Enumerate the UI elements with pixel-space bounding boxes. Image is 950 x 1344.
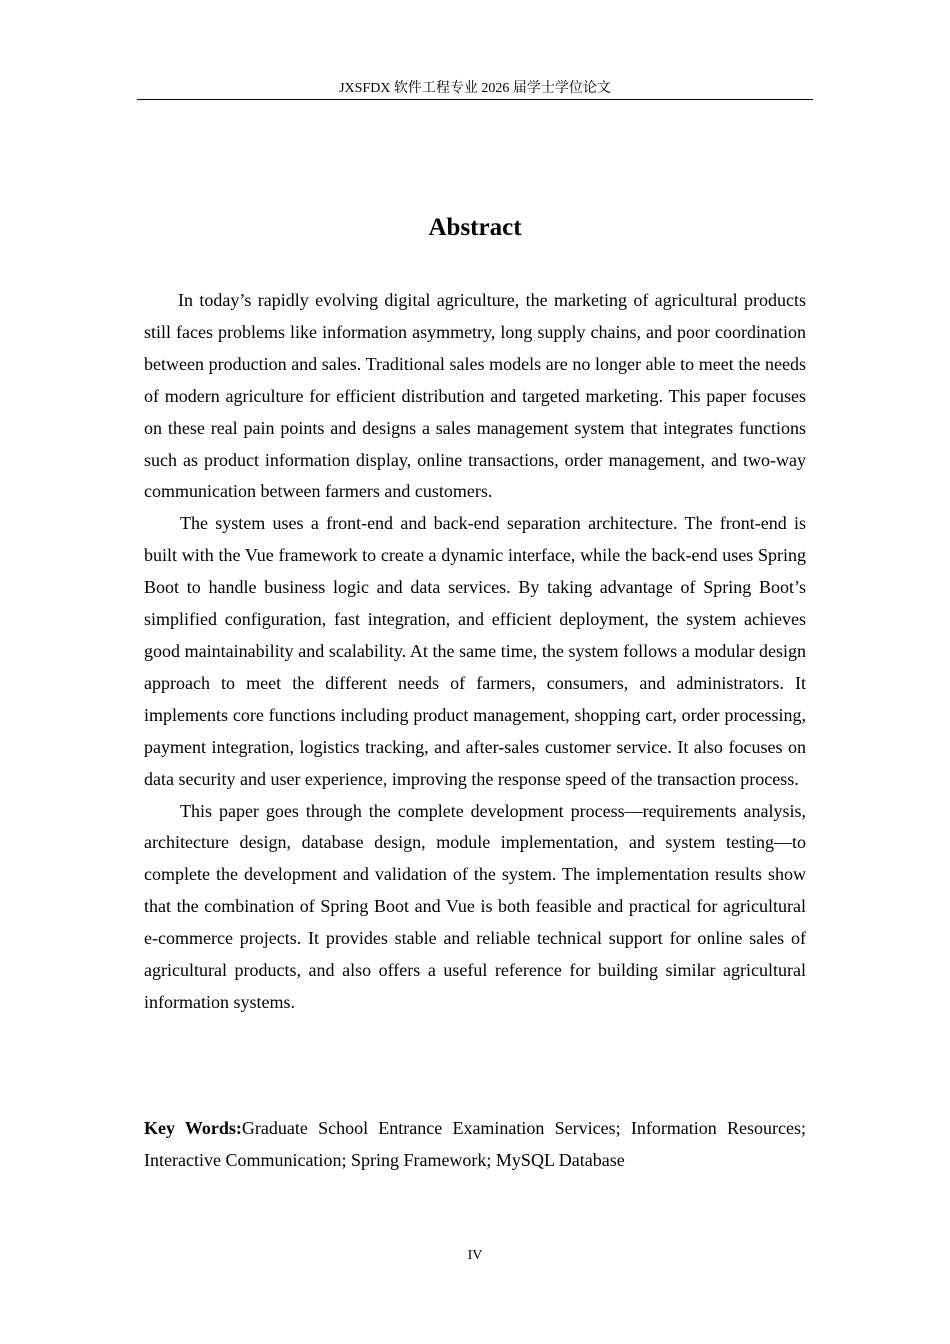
abstract-paragraph-3: This paper goes through the complete development process—requirements analysis, architecture design, database design, module implementation, and system testing—to complete the development and validation of the system. The implementation results show that the combination of Spring Boot and Vue is both feasible and practical for agricultural e-commerce projects. It provides stable and reliable technical support for online sales of agricultural products, and also offers a useful reference for building similar agricultural information systems.: [144, 800, 806, 1012]
keywords-label: Key Words:: [144, 1118, 242, 1138]
page-number: IV: [467, 1248, 483, 1263]
running-header: JXSFDX 软件工程专业 2026 届学士学位论文: [339, 81, 611, 96]
header-rule: [137, 99, 813, 100]
abstract-body: [144, 285, 806, 1019]
keywords: [144, 1112, 806, 1176]
abstract-paragraph-2: The system uses a front-end and back-end separation architecture. The front-end is built with the Vue framework to create a dynamic interface, while the back-end uses Spring Boot to handle business logic and data services. By taking advantage of Spring Boot’s simplified configuration, fast integration, and efficient deployment, the system achieves good maintainability and scalability. At the same time, the system follows a modular design approach to meet the different needs of farmers, consumers, and administrators. It implements core functions including product management, shopping cart, order processing, payment integration, logistics tracking, and after-sales customer service. It also focuses on data security and user experience, improving the response speed of the transaction process.: [144, 513, 806, 789]
keywords-text: Graduate School Entrance Examination Services; Information Resources; Interactive Communication; Spring Framework; MySQL Database: [144, 1118, 806, 1170]
abstract-title: Abstract: [428, 214, 522, 241]
abstract-paragraph-1: In today’s rapidly evolving digital agriculture, the marketing of agricultural products still faces problems like information asymmetry, long supply chains, and poor coordination between production and sales. Traditional sales models are no longer able to meet the needs of modern agriculture for efficient distribution and targeted marketing. This paper focuses on these real pain points and designs a sales management system that integrates functions such as product information display, online transactions, order management, and two-way communication between farmers and customers.: [144, 290, 806, 502]
